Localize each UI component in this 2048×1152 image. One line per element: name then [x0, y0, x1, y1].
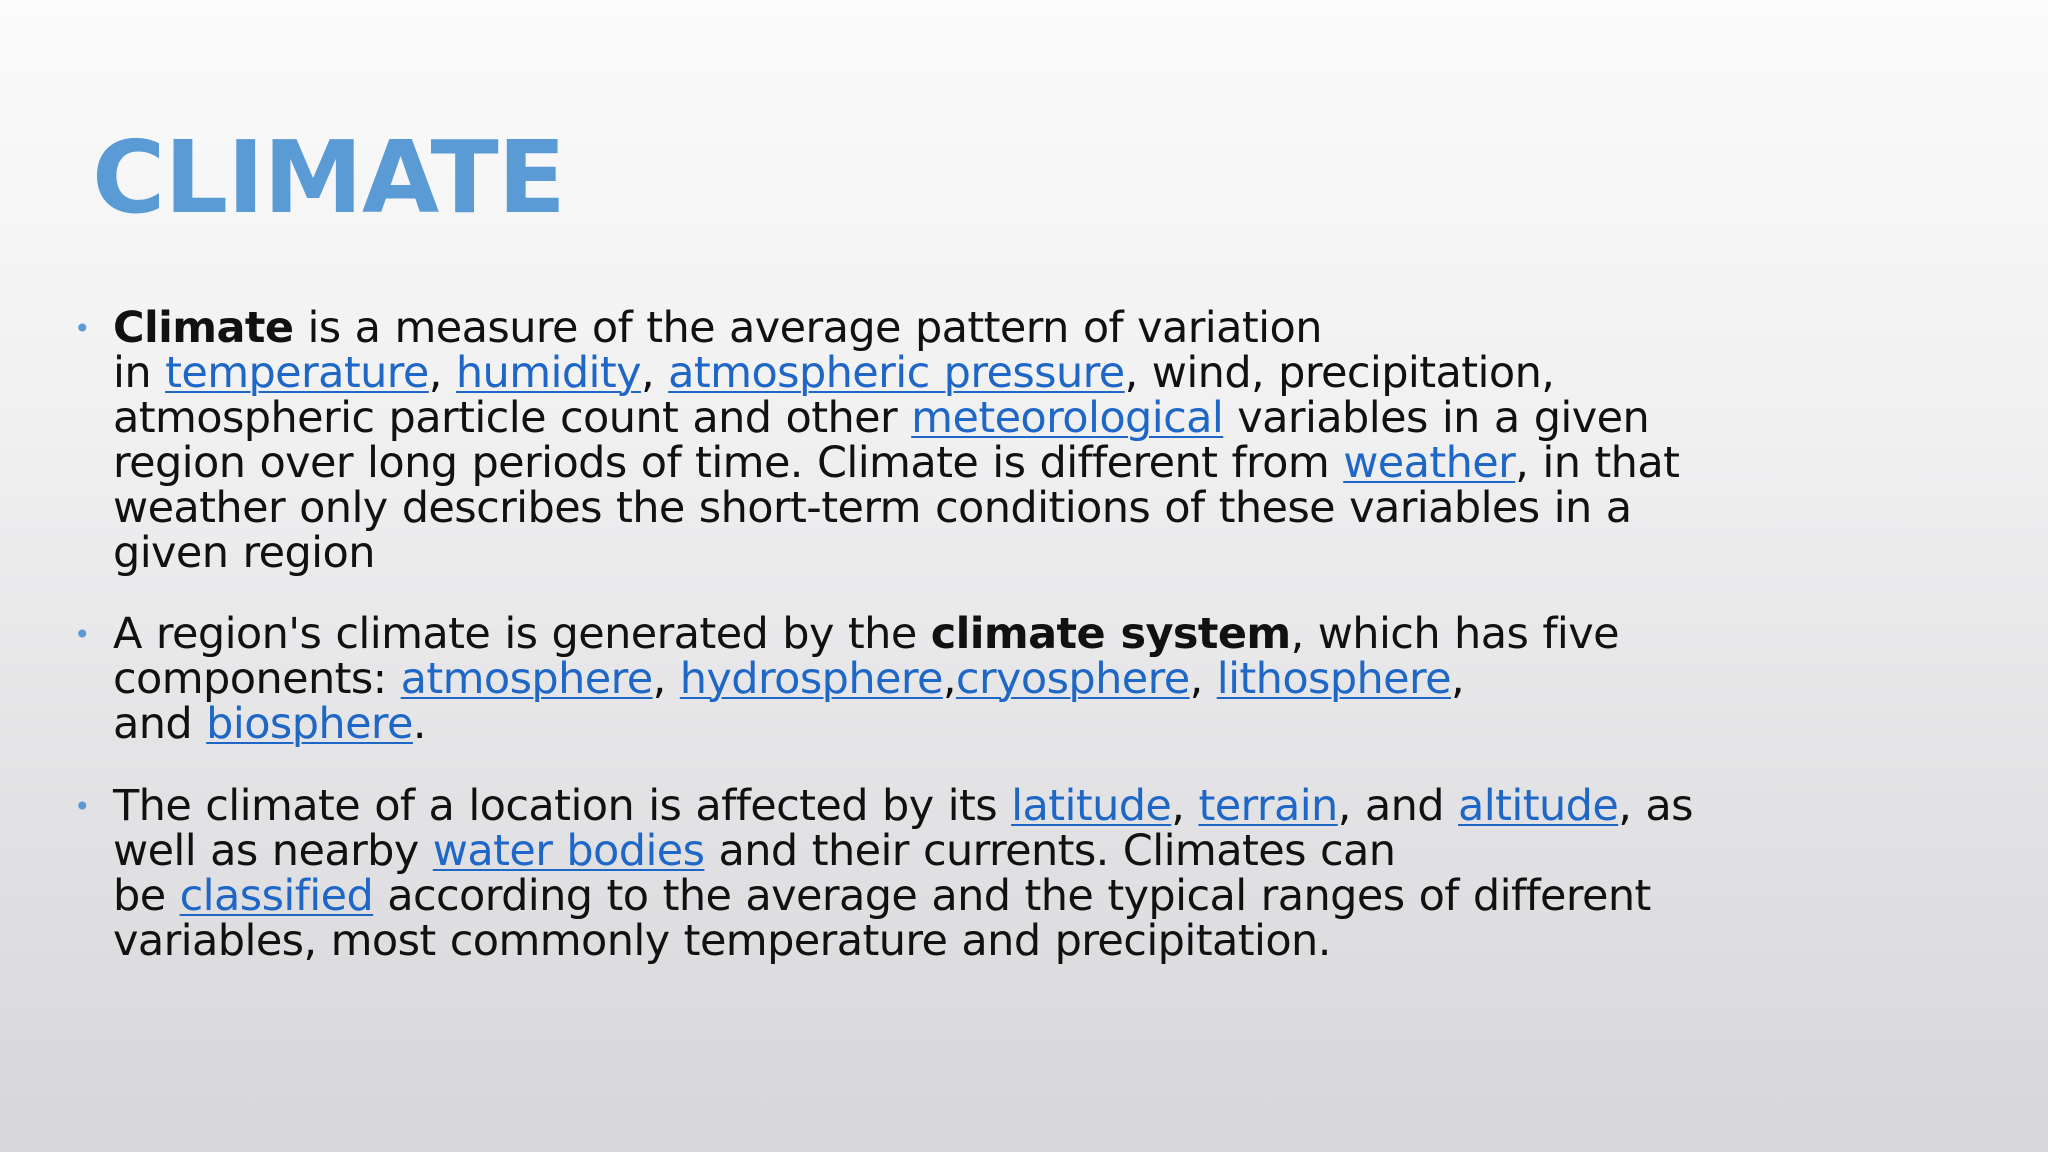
text-segment: be — [113, 871, 180, 921]
text-segment: atmospheric particle count and other — [113, 393, 912, 443]
bullet-dot-icon: • — [74, 618, 90, 651]
text-segment: region over long periods of time. Climate is different from — [113, 438, 1344, 488]
bullet-item — [72, 609, 1832, 749]
link-hydrosphere[interactable]: hydrosphere — [679, 654, 943, 704]
text-line — [113, 781, 1832, 831]
text-segment: is a measure of the average pattern of variation — [293, 303, 1322, 353]
bullet-item — [72, 781, 1832, 966]
bullet-item — [72, 303, 1832, 578]
text-line — [113, 438, 1832, 488]
text-line — [113, 303, 1832, 353]
text-segment: , — [1171, 781, 1199, 831]
bold-term-climate: Climate — [113, 303, 294, 353]
text-segment: , — [1189, 654, 1217, 704]
text-segment: A region's climate is generated by the — [113, 609, 931, 659]
bold-term-climate-system: climate system — [930, 609, 1291, 659]
text-segment: well as nearby — [113, 826, 433, 876]
link-atmosphere[interactable]: atmosphere — [400, 654, 653, 704]
bullet-dot-icon: • — [74, 312, 90, 345]
text-segment: , and — [1337, 781, 1459, 831]
link-weather[interactable]: weather — [1343, 438, 1516, 488]
link-classified[interactable]: classified — [179, 871, 374, 921]
text-segment: variables in a given — [1223, 393, 1650, 443]
link-lithosphere[interactable]: lithosphere — [1216, 654, 1452, 704]
text-segment: , — [641, 348, 669, 398]
text-line: given region — [113, 528, 375, 578]
text-segment: , — [428, 348, 456, 398]
text-line — [113, 871, 1832, 921]
text-segment: , wind, precipitation, — [1124, 348, 1555, 398]
text-line — [113, 699, 1832, 749]
text-segment: , — [942, 654, 956, 704]
text-line: weather only describes the short-term conditions of these variables in a — [113, 483, 1632, 533]
link-latitude[interactable]: latitude — [1011, 781, 1172, 831]
link-terrain[interactable]: terrain — [1198, 781, 1338, 831]
link-altitude[interactable]: altitude — [1458, 781, 1619, 831]
text-segment: The climate of a location is affected by its — [113, 781, 1012, 831]
text-line — [113, 609, 1832, 659]
link-temperature[interactable]: temperature — [165, 348, 429, 398]
text-segment: and — [113, 699, 207, 749]
bullet-dot-icon: • — [74, 790, 90, 823]
link-humidity[interactable]: humidity — [455, 348, 641, 398]
text-line — [113, 348, 1832, 398]
text-segment: . — [412, 699, 426, 749]
slide-title: CLIMATE — [92, 119, 565, 236]
link-meteorological[interactable]: meteorological — [911, 393, 1224, 443]
text-line — [113, 393, 1832, 443]
link-cryosphere[interactable]: cryosphere — [955, 654, 1190, 704]
text-segment: , — [1451, 654, 1465, 704]
link-water-bodies[interactable]: water bodies — [432, 826, 705, 876]
text-line: variables, most commonly temperature and precipitation. — [113, 916, 1331, 966]
text-line — [113, 826, 1832, 876]
text-segment: according to the average and the typical ranges of different — [373, 871, 1651, 921]
text-segment: in — [113, 348, 166, 398]
text-segment: , — [652, 654, 680, 704]
text-segment: , which has five — [1290, 609, 1619, 659]
text-line — [113, 654, 1832, 704]
link-atmospheric-pressure[interactable]: atmospheric pressure — [668, 348, 1125, 398]
text-segment: , in that — [1515, 438, 1680, 488]
bullet-list — [72, 303, 1832, 1000]
text-segment: , as — [1618, 781, 1693, 831]
link-biosphere[interactable]: biosphere — [206, 699, 413, 749]
text-segment: and their currents. Climates can — [704, 826, 1396, 876]
text-segment: components: — [113, 654, 401, 704]
